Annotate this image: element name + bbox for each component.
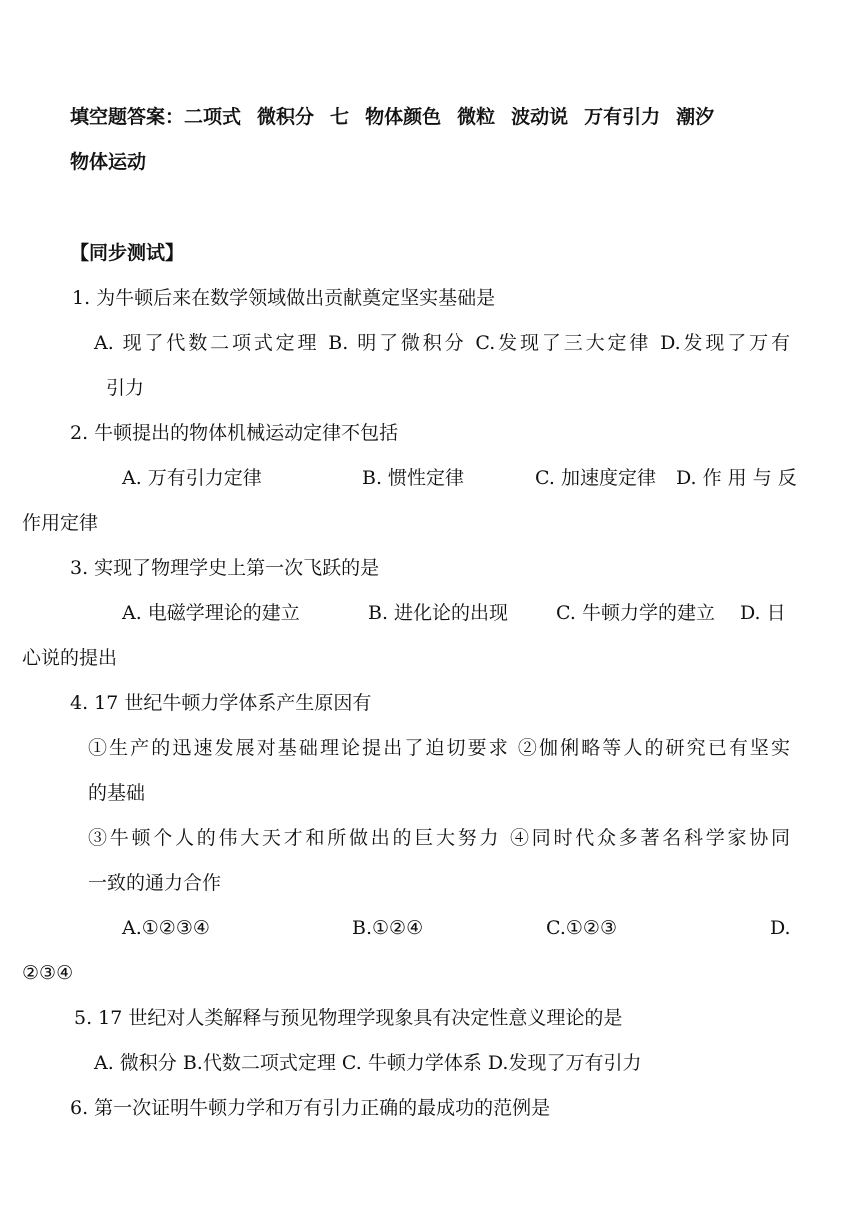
question-4-statements-1-2-cont: 的基础	[88, 782, 146, 804]
question-4-option-c: C.①②③	[546, 917, 617, 939]
question-3-option-d: D. 日	[740, 602, 786, 624]
answer-item: 七	[330, 106, 350, 128]
question-4-statements-1-2: ①生产的迅速发展对基础理论提出了迫切要求 ②伽俐略等人的研究已有坚实	[88, 737, 790, 759]
question-4-option-d-cont: ②③④	[22, 962, 74, 984]
question-4-option-d: D.	[770, 917, 791, 939]
question-3-option-c: C. 牛顿力学的建立	[556, 602, 715, 624]
question-3-option-a: A. 电磁学理论的建立	[122, 602, 300, 624]
answers-label: 填空题答案：	[70, 106, 185, 128]
answers-continuation: 物体运动	[70, 151, 147, 173]
question-5-options: A. 微积分 B.代数二项式定理 C. 牛顿力学体系 D.发现了万有引力	[94, 1052, 642, 1074]
question-5-stem: 5. 17 世纪对人类解释与预见物理学现象具有决定性意义理论的是	[74, 1007, 623, 1029]
answer-item: 波动说	[511, 106, 569, 128]
question-4-statements-3-4: ③牛顿个人的伟大天才和所做出的巨大努力 ④同时代众多著名科学家协同	[88, 827, 790, 849]
question-4-option-b: B.①②④	[352, 917, 424, 939]
question-2-option-a: A. 万有引力定律	[122, 467, 262, 489]
question-3-option-d-cont: 心说的提出	[22, 647, 118, 669]
question-2-option-b: B. 惯性定律	[362, 467, 465, 489]
answer-item: 物体颜色	[365, 106, 442, 128]
question-4-statements-3-4-cont: 一致的通力合作	[88, 872, 222, 894]
question-3-stem: 3. 实现了物理学史上第一次飞跃的是	[70, 557, 380, 579]
question-3-option-b: B. 进化论的出现	[368, 602, 509, 624]
question-2-stem: 2. 牛顿提出的物体机械运动定律不包括	[70, 422, 399, 444]
question-2-option-d: D. 作 用 与 反	[676, 467, 797, 489]
section-title: 【同步测试】	[70, 242, 185, 264]
answer-item: 微粒	[457, 106, 496, 128]
answers-line	[70, 104, 790, 130]
question-6-stem: 6. 第一次证明牛顿力学和万有引力正确的最成功的范例是	[70, 1097, 551, 1119]
question-2-option-d-cont: 作用定律	[22, 512, 99, 534]
question-1-options: A. 现了代数二项式定理 B. 明了微积分 C.发现了三大定律 D.发现了万有	[94, 332, 790, 354]
answer-item: 微积分	[257, 106, 315, 128]
question-1-stem: 1. 为牛顿后来在数学领域做出贡献奠定坚实基础是	[72, 287, 496, 309]
question-4-stem: 4. 17 世纪牛顿力学体系产生原因有	[70, 692, 372, 714]
answer-item: 潮汐	[676, 106, 715, 128]
answer-item: 二项式	[184, 106, 242, 128]
question-2-option-c: C. 加速度定律	[535, 467, 656, 489]
question-4-option-a: A.①②③④	[122, 917, 210, 939]
question-1-options-cont: 引力	[106, 377, 145, 399]
answer-item: 万有引力	[584, 106, 661, 128]
